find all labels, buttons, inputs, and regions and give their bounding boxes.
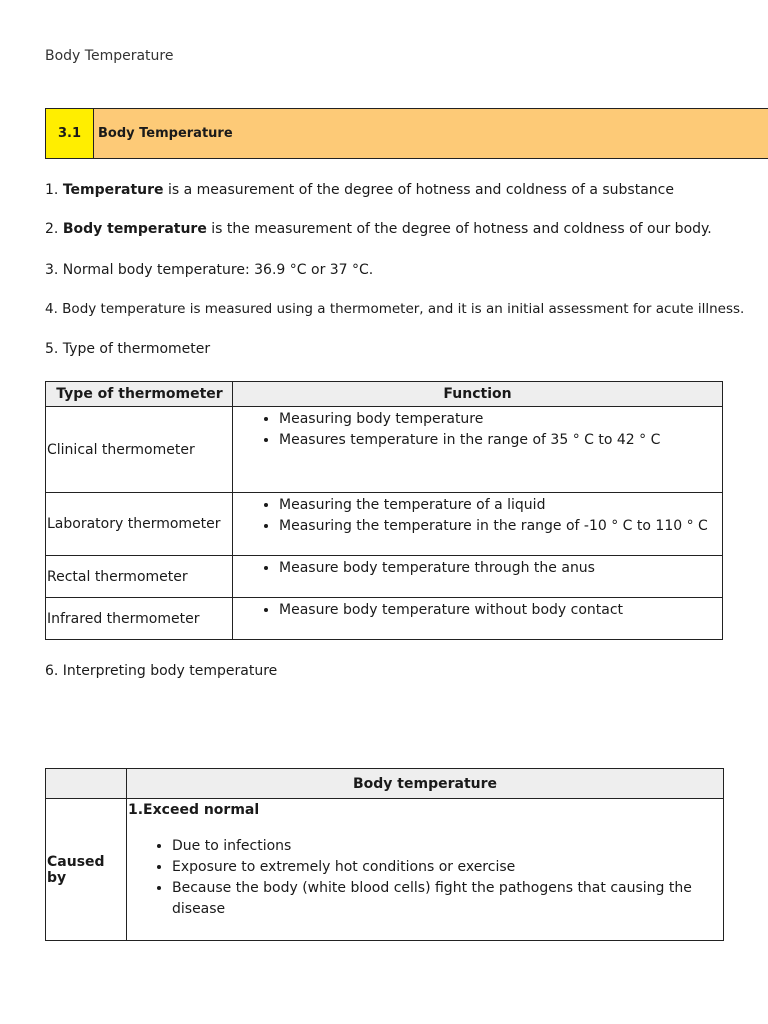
page-header: Body Temperature [45,48,174,64]
function-item: • Measuring the temperature in the range of -10 ° C to 110 ° C [279,516,722,537]
header-empty [46,769,127,799]
row-label-caused-by: Caused by [46,799,127,941]
table-row [46,556,723,598]
paragraph-2 [45,221,712,237]
thermometer-type: Clinical thermometer [46,407,233,493]
thermometer-functions [233,598,723,640]
caused-by-content [127,799,724,941]
header-body-temperature: Body temperature [127,769,724,799]
table-row [46,598,723,640]
header-function: Function [233,382,723,407]
section-title: Body Temperature [98,126,233,141]
cause-item: • Because the body (white blood cells) fight the pathogens that causing the disease [172,878,723,920]
cause-item: • Exposure to extremely hot conditions or exercise [172,857,723,878]
cause-item: • Due to infections [172,836,723,857]
thermometer-functions [233,493,723,556]
section-number: 3.1 [46,109,94,158]
function-item: • Measures temperature in the range of 35 ° C to 42 ° C [279,430,722,451]
function-item: • Measuring the temperature of a liquid [279,495,722,516]
interpretation-table [45,768,724,941]
table-row [46,799,724,941]
paragraph-4: 4. Body temperature is measured using a thermometer, and it is an initial assessment for acute illness. [45,301,745,317]
paragraph-1-text: is a measurement of the degree of hotness and coldness of a substance [163,182,674,198]
paragraph-2-term: Body temperature [62,221,207,237]
function-item: • Measure body temperature without body contact [279,600,722,621]
function-item: • Measuring body temperature [279,409,722,430]
thermometer-type: Infrared thermometer [46,598,233,640]
paragraph-2-text: is the measurement of the degree of hotness and coldness of our body. [206,221,712,237]
table-row [46,493,723,556]
table-row [46,407,723,493]
paragraph-2-prefix: 2. [45,221,63,237]
thermometer-table-header-row [46,382,723,407]
section-banner [45,108,768,159]
thermometer-functions [233,407,723,493]
interpretation-table-header-row [46,769,724,799]
paragraph-6: 6. Interpreting body temperature [45,663,278,679]
paragraph-3: 3. Normal body temperature: 36.9 °C or 37 °C. [45,262,374,278]
paragraph-1-term: Temperature [62,182,164,198]
exceed-normal-heading: 1.Exceed normal [128,802,260,818]
thermometer-type: Laboratory thermometer [46,493,233,556]
thermometer-type: Rectal thermometer [46,556,233,598]
thermometer-table [45,381,723,640]
thermometer-functions [233,556,723,598]
paragraph-1-prefix: 1. [45,182,63,198]
paragraph-1 [45,182,674,198]
function-item: • Measure body temperature through the anus [279,558,722,579]
header-type: Type of thermometer [46,382,233,407]
paragraph-5: 5. Type of thermometer [45,341,211,357]
